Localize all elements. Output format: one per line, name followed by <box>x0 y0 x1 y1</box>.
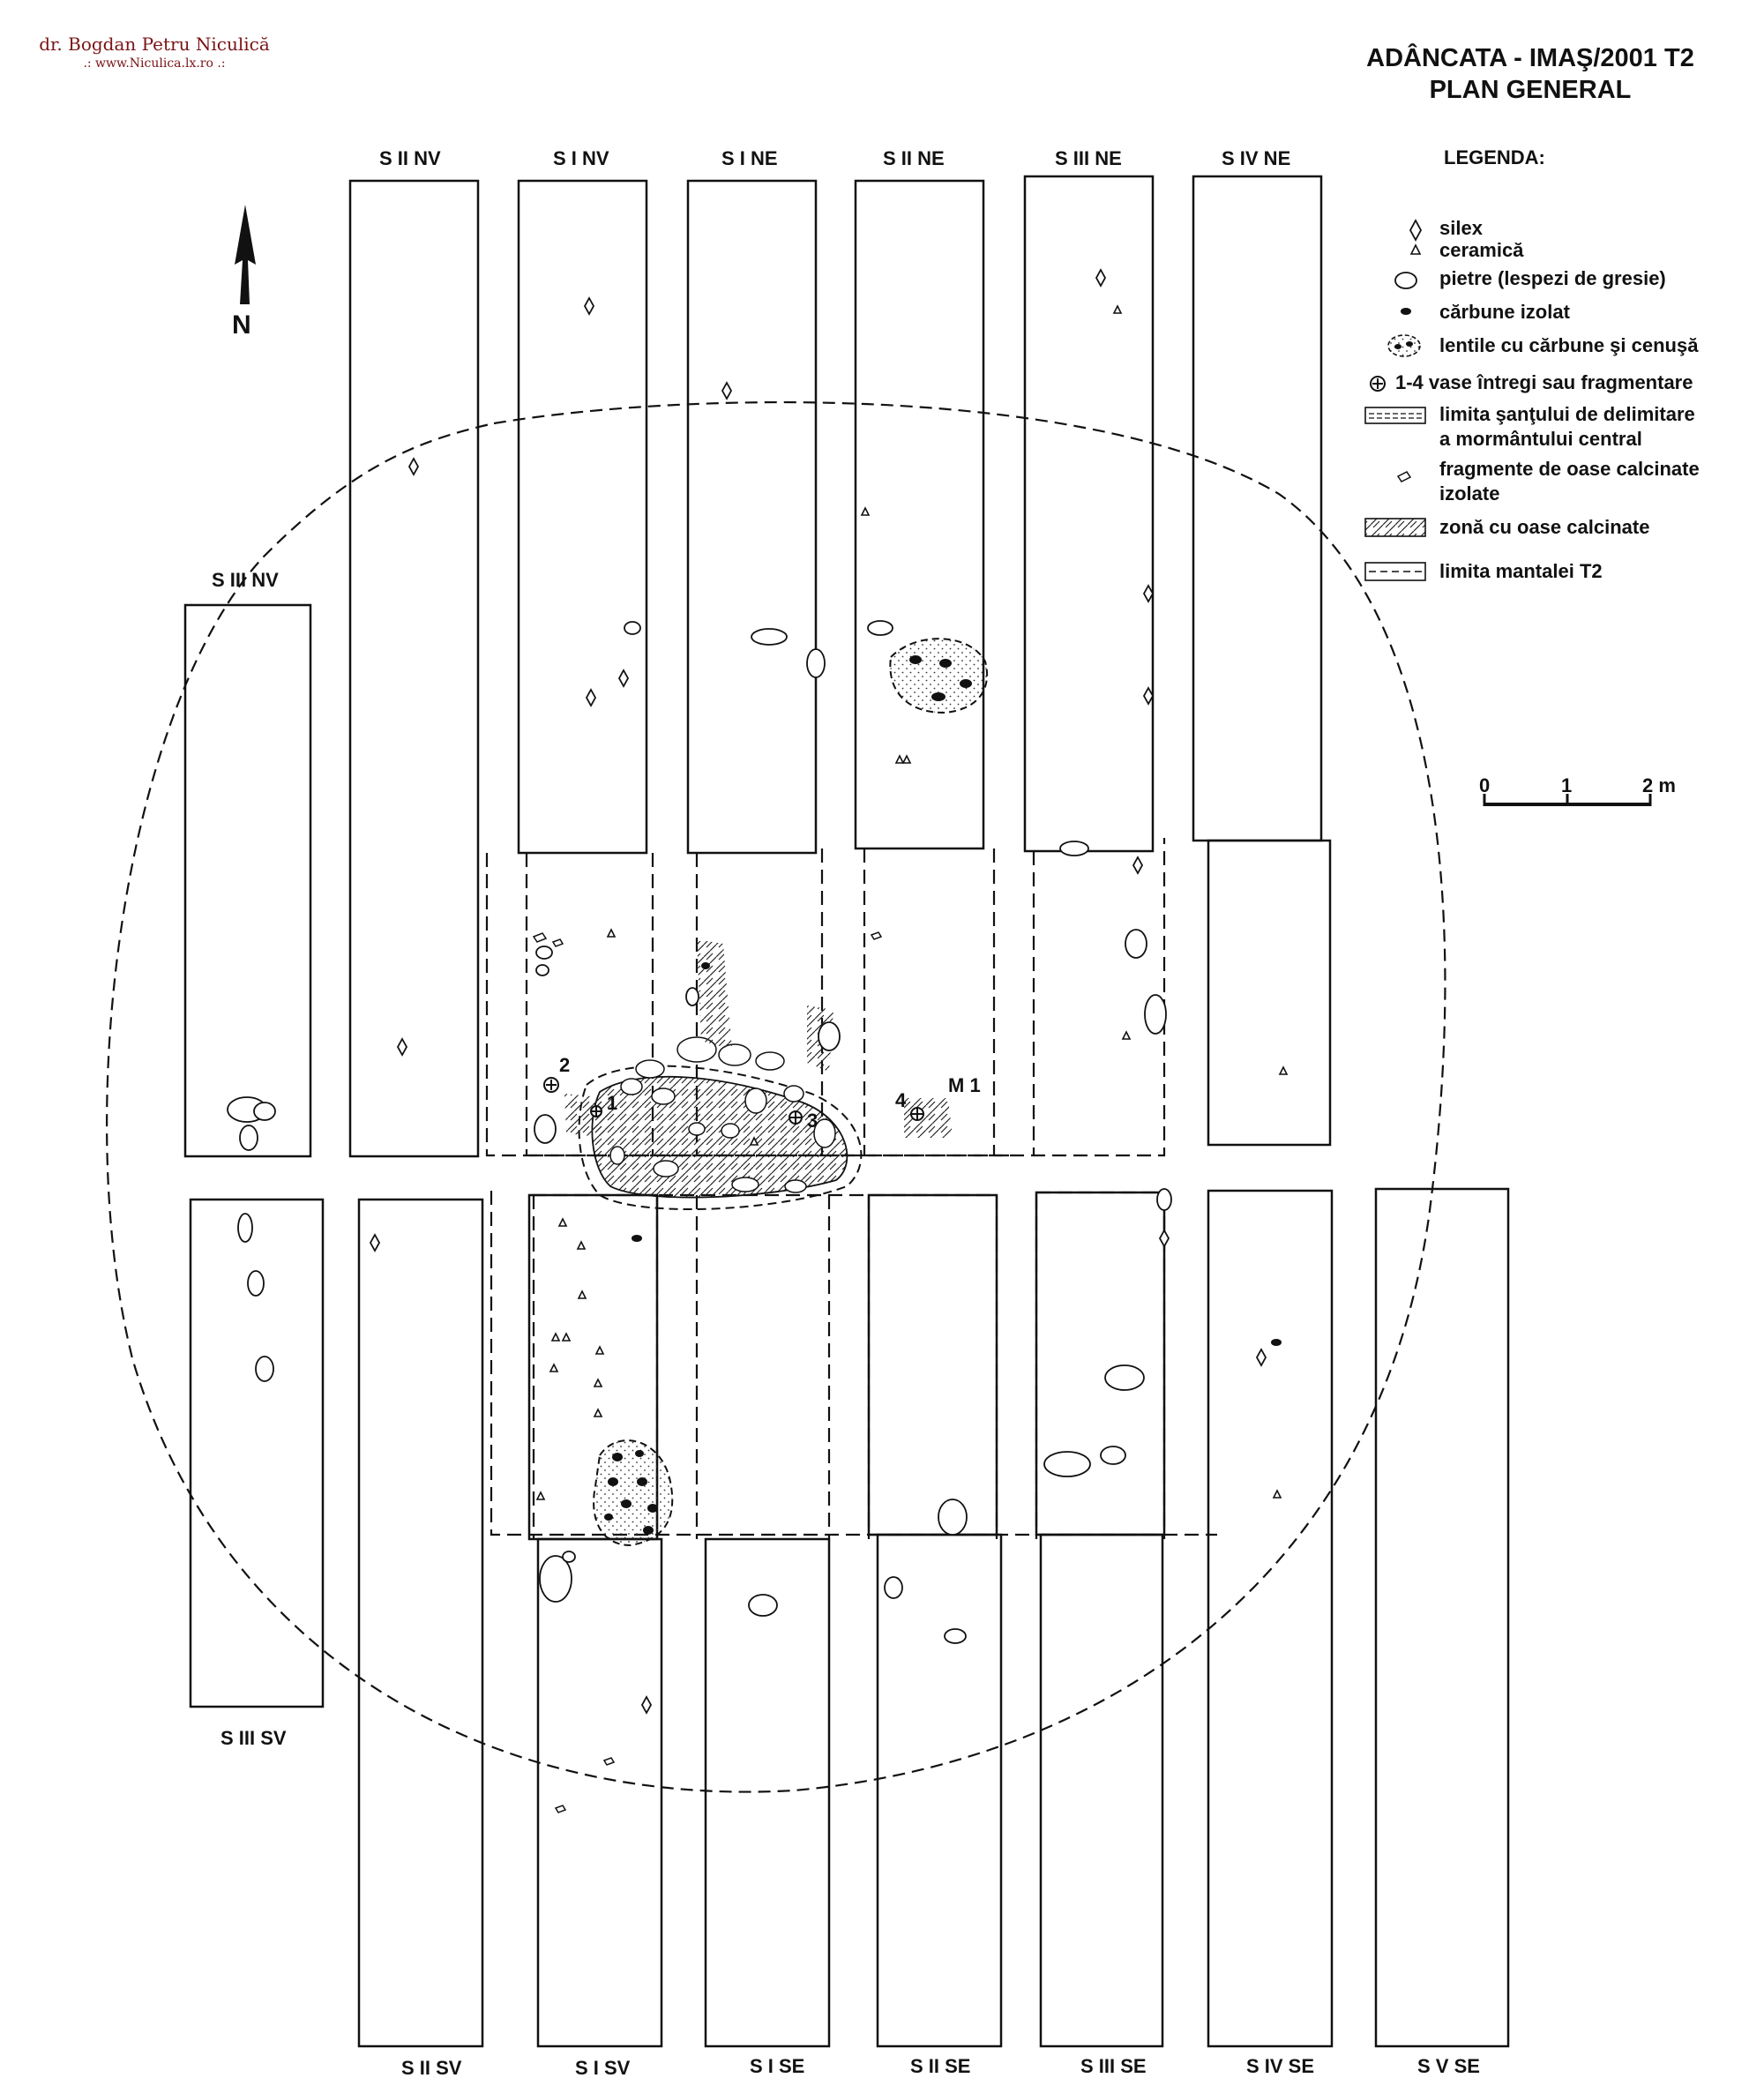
legend-label-fragmente: fragmente de oase calcinate <box>1439 458 1700 480</box>
legend-label-ceramica: ceramică <box>1439 239 1524 261</box>
legend-label-pietre: pietre (lespezi de gresie) <box>1439 267 1666 289</box>
legend-label-fragmente-2: izolate <box>1439 482 1500 505</box>
section-label-s-i-sv: S I SV <box>575 2057 631 2079</box>
section-label-s-ii-nv: S II NV <box>379 147 441 169</box>
dashed-line-icon <box>1365 563 1425 580</box>
legend-label-carbune: cărbune izolat <box>1439 301 1570 323</box>
vessel-label-1: 1 <box>607 1092 618 1114</box>
legend-label-silex: silex <box>1439 217 1483 239</box>
trench-icon <box>1365 407 1425 423</box>
ceramic-marks <box>537 306 1287 1499</box>
scale-bar <box>1479 774 1676 806</box>
trench-s-ii-nv <box>350 181 478 1156</box>
vessel-icon <box>911 1108 923 1120</box>
section-label-s-iii-sv: S III SV <box>220 1727 287 1749</box>
vessel-label-4: 4 <box>895 1089 907 1111</box>
trench-s-iii-nv <box>185 605 310 1156</box>
north-arrow-icon <box>232 205 256 340</box>
legend-label-mantalei: limita mantalei T2 <box>1439 560 1603 582</box>
triangle-icon <box>1411 245 1420 254</box>
trenches-south <box>191 1189 1508 2046</box>
trench-s-i-nv <box>519 181 647 853</box>
section-label-s-iii-ne: S III NE <box>1055 147 1122 169</box>
north-label: N <box>232 310 251 340</box>
section-label-s-ii-se: S II SE <box>910 2055 971 2077</box>
section-label-s-v-se: S V SE <box>1417 2055 1480 2077</box>
section-labels <box>212 147 1480 2079</box>
trench-extensions <box>487 838 1217 1539</box>
legend-label-vase: 1-4 vase întregi sau fragmentare <box>1395 371 1693 393</box>
legend-title: LEGENDA: <box>1444 146 1545 168</box>
scale-label-0: 0 <box>1479 774 1491 796</box>
vessel-icon <box>544 1078 558 1092</box>
vessel-icon <box>591 1106 602 1117</box>
hatch-icon <box>1365 519 1425 536</box>
section-label-s-i-nv: S I NV <box>553 147 609 169</box>
trench-s-v-se <box>1376 1189 1508 2046</box>
scale-label-2m: 2 m <box>1642 774 1676 796</box>
diamond-icon <box>1410 221 1421 240</box>
charcoal-icon <box>1401 308 1411 315</box>
author-website: .: www.Niculica.lx.ro .: <box>83 56 226 71</box>
legend-symbols <box>1365 221 1425 580</box>
silex-marks <box>370 270 1266 1713</box>
trench-s-iii-se <box>1041 1535 1162 2046</box>
trench-s-iii-ne <box>1025 176 1153 851</box>
trench-s-ii-sv <box>359 1200 482 2046</box>
section-label-s-i-ne: S I NE <box>721 147 778 169</box>
section-label-s-iii-se: S III SE <box>1080 2055 1147 2077</box>
trench-s-iv-ne-lower <box>1208 841 1330 1145</box>
trench-s-i-ne <box>688 181 816 853</box>
section-label-s-i-se: S I SE <box>750 2055 805 2077</box>
trench-s-ii-se <box>878 1535 1001 2046</box>
grave-label: M 1 <box>948 1074 981 1096</box>
section-label-s-iv-se: S IV SE <box>1246 2055 1315 2077</box>
trench-s-iv-se <box>1208 1191 1332 2046</box>
trench-s-i-sv <box>538 1539 662 2046</box>
trench-s-ii-ne <box>856 181 983 848</box>
section-label-s-iii-nv: S III NV <box>212 569 279 591</box>
map-title-line1: ADÂNCATA - IMAŞ/2001 T2 <box>1366 44 1694 72</box>
vessel-icon <box>789 1111 802 1124</box>
section-label-s-iv-ne: S IV NE <box>1222 147 1291 169</box>
map-title-line2: PLAN GENERAL <box>1429 76 1632 104</box>
vessel-icon <box>1371 377 1385 391</box>
section-label-s-ii-sv: S II SV <box>401 2057 462 2079</box>
bone-icon <box>1398 472 1410 482</box>
legend-label-santul: limita şanţului de delimitare <box>1439 403 1695 425</box>
stone-icon <box>1395 273 1416 288</box>
section-label-s-ii-ne: S II NE <box>883 147 945 169</box>
trench-s-iv-ne <box>1193 176 1321 841</box>
lens-icon <box>1388 335 1420 356</box>
legend-label-santul-2: a mormântului central <box>1439 428 1642 450</box>
author-name: dr. Bogdan Petru Niculică <box>39 34 270 55</box>
legend-label-lentile: lentile cu cărbune şi cenuşă <box>1439 334 1699 356</box>
vessel-label-2: 2 <box>559 1054 571 1076</box>
legend-label-zona: zonă cu oase calcinate <box>1439 516 1650 538</box>
vessel-label-3: 3 <box>807 1110 818 1132</box>
scale-label-1: 1 <box>1561 774 1573 796</box>
